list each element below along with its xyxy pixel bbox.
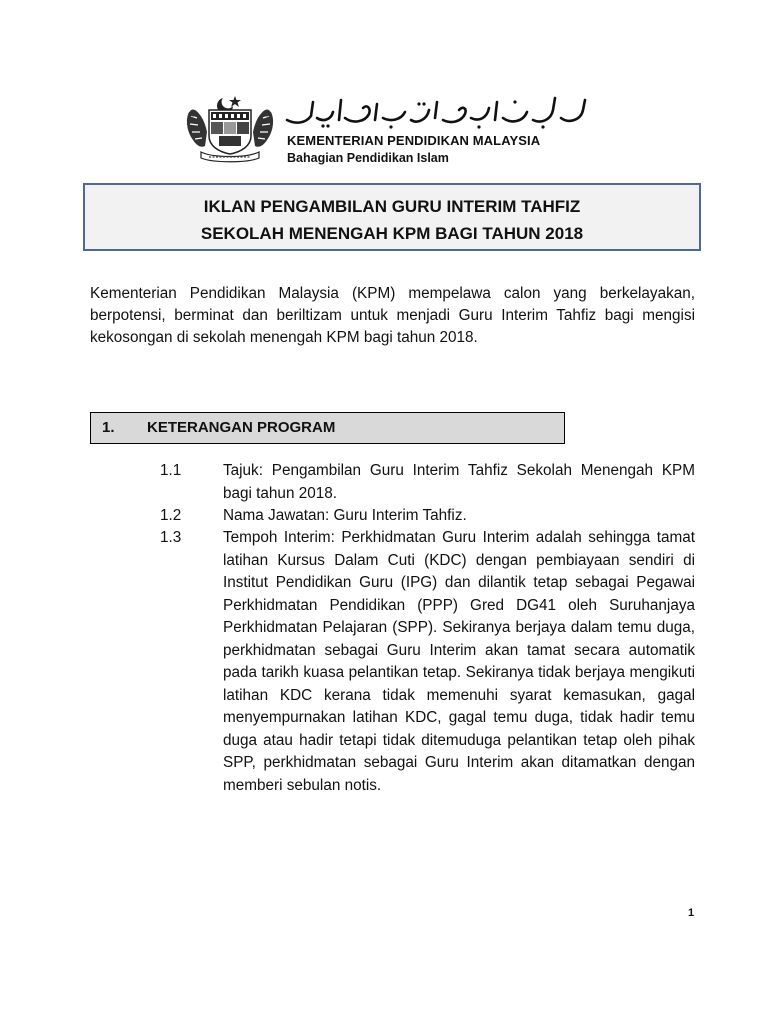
document-title-line-2: SEKOLAH MENENGAH KPM BAGI TAHUN 2018 [200,224,584,243]
section-title: KETERANGAN PROGRAM [147,419,336,436]
list-item-text: Nama Jawatan: Guru Interim Tahfiz. [223,507,467,524]
ministry-name: KEMENTERIAN PENDIDIKAN MALAYSIA [287,133,541,148]
list-item [160,505,695,528]
list-item-number: 1.3 [160,529,182,546]
section-heading [90,412,565,444]
page-number: 1 [688,907,695,919]
list-item-number: 1.2 [160,507,182,524]
document-title-box [83,183,701,251]
list-item-text: Tajuk: Pengambilan Guru Interim Tahfiz Sekolah Menengah KPM bagi tahun 2018. [223,462,695,502]
list-item-number: 1.1 [160,462,182,479]
malaysia-coat-of-arms-icon [183,92,277,164]
section-number: 1. [102,419,115,436]
document-title-line-1: IKLAN PENGAMBILAN GURU INTERIM TAHFIZ [203,197,581,216]
list-item [160,460,695,505]
list-item [160,527,695,797]
list-item-text: Tempoh Interim: Perkhidmatan Guru Interim adalah sehingga tamat latihan Kursus Dalam Cuti (KDC) dengan pembiayaan sendiri di Institut Pendidikan Guru (IPG) dan dilantik tetap sebagai Pegawai Perkhidmatan Pendidikan (PPP) Gred DG41 oleh Suruhanjaya Perkhidmatan Pelajaran (SPP). Sekiranya berjaya dalam temu duga, perkhidmatan sebagai Guru Interim akan tamat secara automatik pada tarikh kuasa pelantikan tetap. Sekiranya tidak berjaya mengikuti latihan KDC kerana tidak memenuhi syarat kemasukan, gagal menyempurnakan latihan KDC, gagal temu duga, tidak hadir temu duga atau hadir tetapi tidak ditemuduga pelantikan tetap oleh pihak SPP, perkhidmatan sebagai Guru Interim akan ditamatkan dengan memberi sebulan notis. [223,529,695,794]
division-name: Bahagian Pendidikan Islam [287,151,449,165]
intro-paragraph: Kementerian Pendidikan Malaysia (KPM) mempelawa calon yang berkelayakan, berpotensi, berminat dan beriltizam untuk menjadi Guru Interim Tahfiz bagi mengisi kekosongan di sekolah menengah KPM bagi tahun 2018. [90,285,695,346]
jawi-script-logo-icon [283,94,593,132]
